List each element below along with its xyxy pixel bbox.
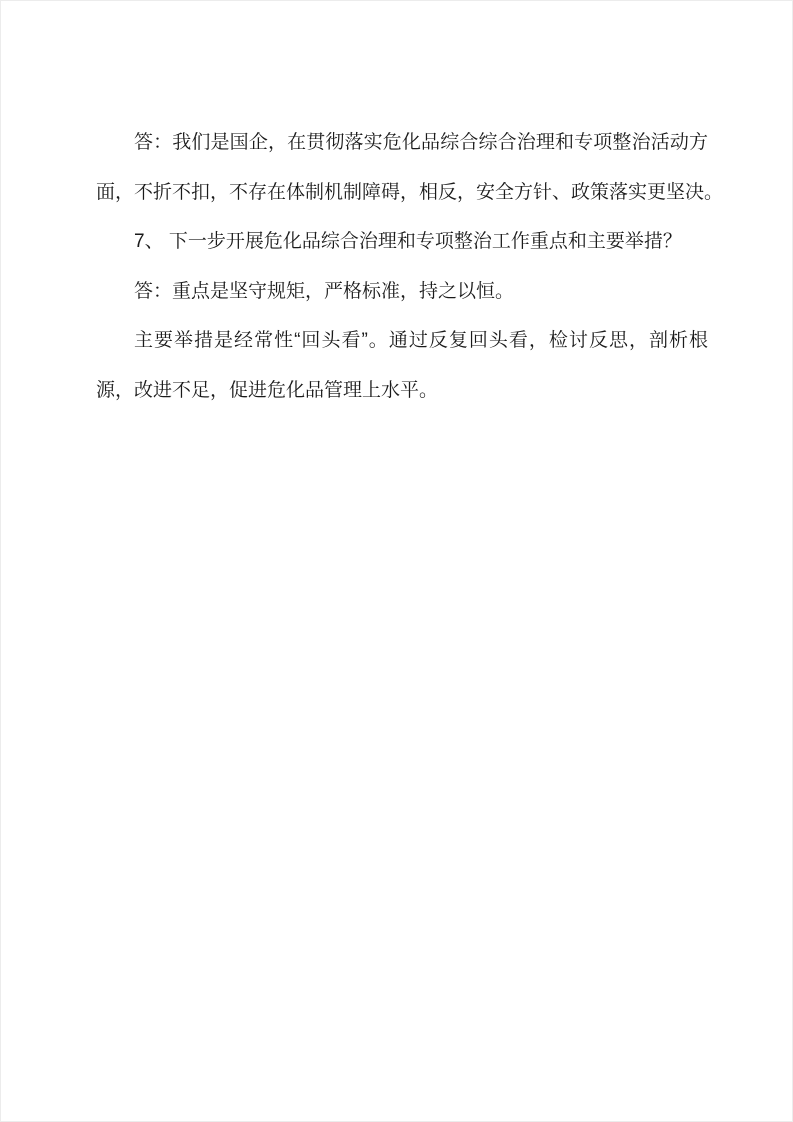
text-block bbox=[96, 118, 724, 415]
paragraph-answer bbox=[96, 118, 724, 217]
text-line: 主要举措是经常性“回头看”。通过反复回头看，检讨反思，剖析根 bbox=[134, 330, 708, 351]
text-line: 面，不折不扣，不存在体制机制障碍，相反，安全方针、政策落实更坚决。 bbox=[96, 181, 724, 203]
paragraph-question bbox=[96, 217, 708, 267]
text-line: 源，改进不足，促进危化品管理上水平。 bbox=[96, 379, 439, 401]
text-line: 答：重点是坚守规矩，严格标准，持之以恒。 bbox=[134, 280, 515, 302]
text-line: 答：我们是国企，在贯彻落实危化品综合综合治理和专项整治活动方 bbox=[134, 132, 708, 153]
text-line: 7、 下一步开展危化品综合治理和专项整治工作重点和主要举措？ bbox=[134, 231, 682, 252]
paragraph-answer bbox=[96, 316, 708, 415]
paragraph-answer bbox=[96, 267, 708, 317]
